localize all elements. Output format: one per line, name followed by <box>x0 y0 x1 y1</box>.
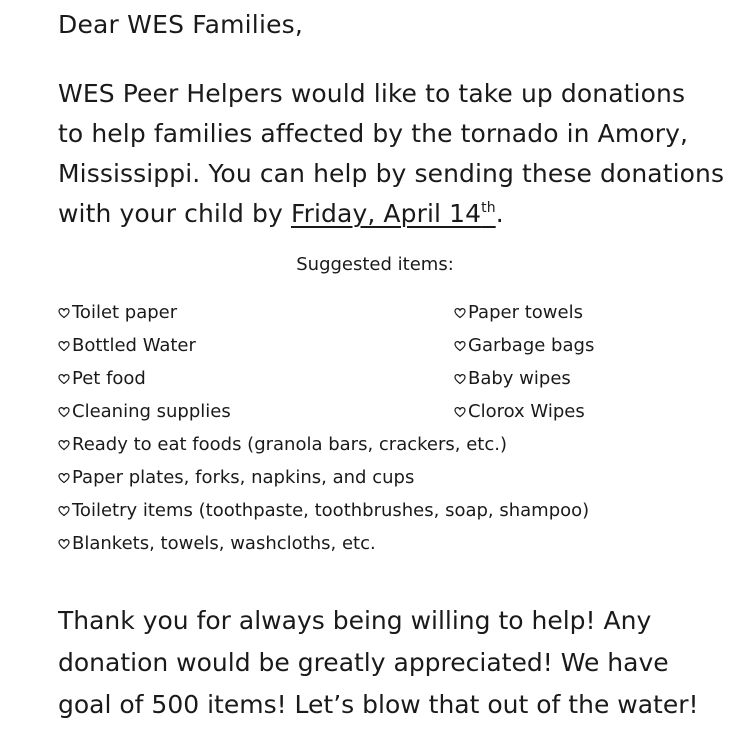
list-item <box>58 329 196 362</box>
deadline-text: Friday, April 14 <box>290 199 482 228</box>
intro-line-last <box>58 194 738 234</box>
list-item-text: Toiletry items (toothpaste, toothbrushes, soap, shampoo) <box>72 500 590 521</box>
suggested-items-list <box>58 296 738 560</box>
list-item <box>58 395 231 428</box>
greeting: Dear WES Families, <box>58 10 304 39</box>
list-item-text: Garbage bags <box>468 335 595 356</box>
heart-icon <box>454 406 466 418</box>
heart-icon <box>454 340 466 352</box>
list-item-text: Baby wipes <box>468 368 571 389</box>
heart-icon <box>454 373 466 385</box>
heart-icon <box>58 340 70 352</box>
heart-icon <box>58 406 70 418</box>
heart-icon <box>58 538 70 550</box>
list-item <box>454 362 571 395</box>
closing-line: goal of 500 items! Let’s blow that out of the water! <box>58 690 699 719</box>
closing-line: donation would be greatly appreciated! We have <box>58 648 669 677</box>
list-item-row <box>58 362 738 395</box>
intro-paragraph <box>58 74 738 234</box>
list-item <box>58 362 146 395</box>
list-item-text: Bottled Water <box>72 335 196 356</box>
intro-last-prefix: with your child by <box>58 199 291 228</box>
list-item <box>58 527 738 560</box>
intro-line: WES Peer Helpers would like to take up donations <box>58 79 686 108</box>
list-item-text: Paper towels <box>468 302 583 323</box>
deadline-suffix: th <box>481 200 496 216</box>
list-item <box>58 428 738 461</box>
list-item-row <box>58 395 738 428</box>
intro-line: Mississippi. You can help by sending these donations <box>58 159 725 188</box>
list-item-text: Paper plates, forks, napkins, and cups <box>72 467 415 488</box>
heart-icon <box>454 307 466 319</box>
heart-icon <box>58 373 70 385</box>
deadline-date <box>291 199 496 228</box>
list-item-text: Cleaning supplies <box>72 401 231 422</box>
heart-icon <box>58 439 70 451</box>
list-item-text: Ready to eat foods (granola bars, crackers, etc.) <box>72 434 507 455</box>
list-item <box>454 329 594 362</box>
list-item-row <box>58 296 738 329</box>
list-item-row <box>58 329 738 362</box>
list-item-text: Toilet paper <box>72 302 178 323</box>
list-item <box>58 461 738 494</box>
list-item <box>454 395 585 428</box>
closing-paragraph <box>58 600 738 726</box>
list-item <box>58 296 177 329</box>
heart-icon <box>58 472 70 484</box>
intro-line: to help families affected by the tornado in Amory, <box>58 119 689 148</box>
list-item <box>454 296 583 329</box>
list-item-text: Pet food <box>72 368 146 389</box>
closing-line: Thank you for always being willing to help! Any <box>58 606 652 635</box>
heart-icon <box>58 307 70 319</box>
intro-last-end: . <box>495 199 504 228</box>
list-item <box>58 494 738 527</box>
list-item-text: Clorox Wipes <box>468 401 585 422</box>
suggested-items-heading: Suggested items: <box>296 254 454 275</box>
heart-icon <box>58 505 70 517</box>
list-item-text: Blankets, towels, washcloths, etc. <box>72 533 376 554</box>
